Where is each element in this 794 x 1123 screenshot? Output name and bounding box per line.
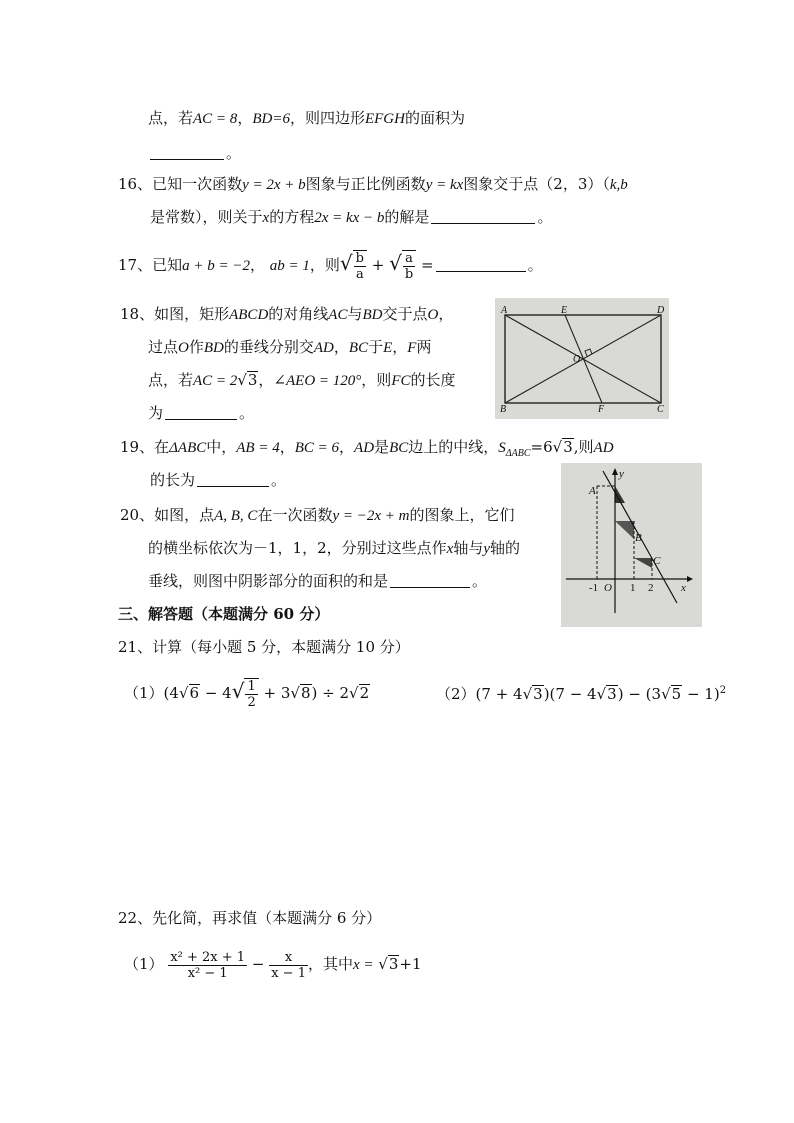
q18-l2o: O: [178, 340, 189, 356]
q22-part1: （1） $\frac{\text{x² + 2x + 1}}{\text{x² − 1}}$ − $\frac{x}{x - 1}$ ，其中x = √3+1: [124, 949, 422, 981]
q16-func2: y = kx: [425, 177, 464, 193]
q15-quad: EFGH: [364, 111, 405, 127]
q17-cond1: a + b = −2: [182, 258, 250, 274]
q22-f2-num: x: [269, 950, 308, 966]
q18-line2: [148, 337, 431, 358]
q21-p1-a: (4: [163, 684, 179, 702]
q18-line4: [148, 403, 254, 423]
q18-line1: [120, 304, 453, 325]
q18-l2d: ，: [333, 338, 349, 356]
q21-p1-label: （1）: [124, 684, 164, 702]
q18-l2g: 两: [416, 338, 432, 356]
q18-l2b: 作: [188, 338, 204, 356]
q22-frac2: [269, 950, 308, 981]
q21-p2-d: − 1): [682, 685, 720, 703]
q22-xeq: x =: [352, 957, 374, 973]
q18-label-a: A: [501, 305, 508, 316]
q18-l2a: 过点: [148, 338, 179, 356]
q20-end: 。: [472, 572, 488, 590]
q19-line2: [150, 470, 286, 490]
q18-l1c: 与: [347, 305, 363, 323]
q19-s-sub: ΔABC: [505, 448, 531, 459]
q17-frac1-num: b: [355, 251, 364, 266]
q21-p1-b: − 4: [200, 684, 232, 702]
q19-ad2: AD: [593, 440, 614, 456]
q18-end: 。: [239, 404, 255, 422]
q18-o: O: [427, 307, 439, 323]
q17-sep: ，: [249, 256, 265, 274]
q21-p1-r3: 2: [359, 684, 370, 702]
q16-consts: k,b: [609, 177, 628, 193]
q22-p1-label: （1）: [124, 955, 164, 973]
q19-end: 。: [271, 471, 287, 489]
q22-f1-num: x² + 2x + 1: [170, 949, 246, 965]
q16-line2-c: 的解是: [384, 208, 430, 226]
q16-text-b: 图象与正比例函数: [305, 175, 426, 193]
q20-l2b: 轴与: [453, 539, 484, 557]
q19-text-c: 是: [374, 438, 390, 456]
q20-label-o: O: [604, 582, 612, 594]
q18-l1d: 交于点: [382, 305, 428, 323]
q18-answer-blank[interactable]: [165, 405, 237, 420]
q22-f1-den: x² − 1: [187, 965, 228, 981]
q21-p1-fd: 2: [247, 695, 256, 710]
q18-figure-svg: [495, 298, 669, 419]
q20-text-a: 如图，点: [154, 506, 215, 524]
q22-rad: 3: [388, 955, 399, 973]
q20-label-a: A: [589, 485, 596, 497]
q15-text-c: 的面积为: [404, 109, 465, 127]
q21-part1: （1）(4√6 − 4√ $\frac{1}{2}$ + 3√8) ÷ 2√2: [124, 679, 370, 710]
q21-p2-r1: 3: [533, 685, 543, 703]
q18-bd: BD: [362, 307, 383, 323]
q15-end: 。: [226, 144, 242, 162]
q21-p2-a: (7 + 4: [475, 685, 523, 703]
q21-p2-b: )(7 − 4: [543, 685, 597, 703]
q19-sep1: ，: [279, 438, 295, 456]
q18-l2e: 于: [368, 338, 384, 356]
q18-label-b: B: [500, 404, 507, 415]
q16-number: 16、: [118, 175, 153, 193]
q20-l2c: 轴的: [490, 539, 521, 557]
q18-l4: 为: [148, 404, 164, 422]
q18-l1a: 如图，矩形: [154, 305, 230, 323]
q18-l2F: F: [407, 340, 417, 356]
q22-plus1: +1: [399, 955, 422, 973]
q15-text-b: ，则四边形: [289, 109, 365, 127]
q16-line2-b: 的方程: [269, 208, 315, 226]
q20-figure-svg: [561, 463, 702, 627]
q20-func: y = −2x + m: [332, 508, 410, 524]
q17-number: 17、: [118, 256, 153, 274]
q18-l1e: ，: [438, 305, 454, 323]
q18-l3d: 的长度: [410, 371, 456, 389]
q19-line2-text: 的长为: [150, 471, 196, 489]
q19-s-eq: =6: [530, 438, 553, 456]
q19-text-a: 在: [154, 438, 170, 456]
q18-l3fc: FC: [391, 373, 411, 389]
q18-l2E: E: [383, 340, 393, 356]
q20-label-b: B: [635, 532, 642, 544]
q18-l3angle: ∠AEO = 120°: [273, 373, 362, 389]
q19-text-b: 中，: [206, 438, 237, 456]
q20-line1: [120, 505, 515, 526]
q22-frac1: [168, 950, 247, 981]
q15-answer-blank[interactable]: [150, 145, 224, 160]
q20-graph-figure: [561, 463, 702, 627]
q18-l2f: ，: [392, 338, 408, 356]
q17-answer-blank[interactable]: [436, 257, 526, 272]
q18-label-f: F: [598, 404, 605, 415]
q18-label-e: E: [561, 305, 568, 316]
q21-p2-r2: 3: [607, 685, 617, 703]
q20-number: 20、: [120, 506, 155, 524]
q15-text-a: 点，若: [148, 109, 194, 127]
q18-l3b: ，: [258, 371, 274, 389]
q17-frac1: [353, 250, 367, 282]
q17-cond2: ab = 1: [269, 258, 310, 274]
q21-title: 21、计算（每小题 5 分，本题满分 10 分）: [118, 638, 410, 656]
q17-frac2-num: a: [403, 251, 415, 267]
q21-p1-fn: 1: [247, 679, 256, 694]
q16-answer-blank[interactable]: [431, 209, 535, 224]
q19-s: S: [498, 440, 506, 456]
q17-frac2-den: b: [404, 267, 414, 282]
q15-bd: BD=6: [252, 111, 290, 127]
q21-p2-label: （2）: [436, 685, 476, 703]
q20-label-c: C: [653, 555, 661, 567]
q18-l2ad: AD: [313, 340, 334, 356]
q18-l3a: 点，若: [148, 371, 194, 389]
q19-bc: BC = 6: [294, 440, 340, 456]
q17-eq: =: [421, 256, 434, 274]
q20-label-one: 1: [630, 582, 636, 594]
q21-p2-c: ) − (3: [617, 685, 662, 703]
q20-line3: [148, 571, 487, 591]
q19-sep2: ，: [339, 438, 355, 456]
q20-answer-blank[interactable]: [390, 573, 470, 588]
q17-line: 17、已知a + b = −2， ab = 1，则√ $\frac{b}{a}$ + √ $\frac{a}{b}$ = 。: [118, 251, 543, 282]
q16-end: 。: [537, 208, 553, 226]
q20-line2: [148, 538, 520, 559]
q20-label-two: 2: [648, 582, 654, 594]
q18-l3ac: AC = 2: [193, 373, 238, 389]
q19-s-rad: 3: [563, 438, 573, 456]
q17-frac2: [402, 250, 416, 282]
q19-text-d: 边上的中线，: [408, 438, 499, 456]
q22-text-a: ，其中: [307, 955, 353, 973]
q21-p1-d: ) ÷ 2: [311, 684, 350, 702]
q17-text-b: ，则: [309, 256, 340, 274]
q20-label-y: y: [619, 468, 624, 480]
q17-end: 。: [527, 256, 543, 274]
q19-answer-blank[interactable]: [197, 472, 269, 487]
q21-p1-c: + 3: [258, 684, 291, 702]
q18-l2bc: BC: [348, 340, 369, 356]
q20-label-x: x: [681, 582, 686, 594]
q16-text-c: 图象交于点（2，3）（: [463, 175, 610, 193]
q17-plus: +: [371, 256, 385, 274]
q18-l1b: 的对角线: [268, 305, 329, 323]
q18-l2bd: BD: [203, 340, 224, 356]
q19-line1: 19、在ΔABC中，AB = 4，BC = 6，AD是BC边上的中线，$S_{\Delta ABC}=6√3$,则AD: [120, 438, 614, 459]
q17-text-a: 已知: [152, 256, 183, 274]
q21-p2-r3: 5: [671, 685, 682, 703]
q20-label-neg1: -1: [589, 582, 599, 594]
q16-text-a: 已知一次函数: [152, 175, 243, 193]
q17-frac1-den: a: [355, 267, 364, 282]
q19-ad: AD: [354, 440, 375, 456]
q20-l3a: 垂线，则图中阴影部分的面积的和是: [148, 572, 389, 590]
q18-ac: AC: [328, 307, 348, 323]
q16-func1: y = 2x + b: [242, 177, 306, 193]
q21-p1-frac: [244, 678, 258, 710]
section3-title: 三、解答题（本题满分 60 分）: [118, 605, 330, 623]
q16-equation: 2x = kx − b: [314, 210, 385, 226]
q19-number: 19、: [120, 438, 155, 456]
q21-p1-r1: 6: [189, 684, 200, 702]
q18-rect: ABCD: [229, 307, 269, 323]
q15-ac: AC = 8: [193, 111, 238, 127]
q15-sep: ，: [237, 109, 253, 127]
q16-var: x: [262, 210, 270, 226]
q15-line2: [148, 143, 241, 163]
q19-text-e: ,则: [573, 438, 594, 456]
q18-number: 18、: [120, 305, 155, 323]
q21-part2: $(2)(7 + 4√3)(7 - 4√3) - (3√5 - 1)^2$: [436, 685, 727, 703]
q18-label-o: O: [573, 354, 581, 365]
q19-bc2: BC: [389, 440, 409, 456]
q18-label-c: C: [657, 404, 664, 415]
q16-line2: [150, 207, 552, 228]
q22-f2-den: x − 1: [271, 965, 306, 981]
q20-y: y: [483, 541, 490, 557]
q20-points: A, B, C: [214, 508, 258, 524]
q18-rectangle-figure: [495, 298, 669, 419]
q20-l2a: 的横坐标依次为－1，1，2，分别过这些点作: [148, 539, 447, 557]
q19-tri: ΔABC: [169, 440, 207, 456]
q21-p1-r2: 8: [300, 684, 311, 702]
q15-line1: [148, 108, 465, 129]
q18-line3: 点，若AC = 2√3，∠AEO = 120°，则FC的长度: [148, 371, 456, 389]
q22-title: 22、先化简，再求值（本题满分 6 分）: [118, 909, 382, 927]
q18-l3rad: 3: [247, 371, 258, 389]
q20-text-c: 的图象上，它们: [409, 506, 515, 524]
q16-line2-a: 是常数），则关于: [150, 208, 263, 226]
q20-text-b: 在一次函数: [257, 506, 333, 524]
q19-ab: AB = 4: [236, 440, 280, 456]
q22-minus: −: [251, 955, 265, 973]
q18-label-d: D: [657, 305, 665, 316]
q18-l3c: ，则: [361, 371, 392, 389]
q21-p2-exp: 2: [719, 685, 727, 696]
q18-l2c: 的垂线分别交: [223, 338, 314, 356]
q16-line1: [118, 174, 628, 195]
q20-x: x: [446, 541, 454, 557]
